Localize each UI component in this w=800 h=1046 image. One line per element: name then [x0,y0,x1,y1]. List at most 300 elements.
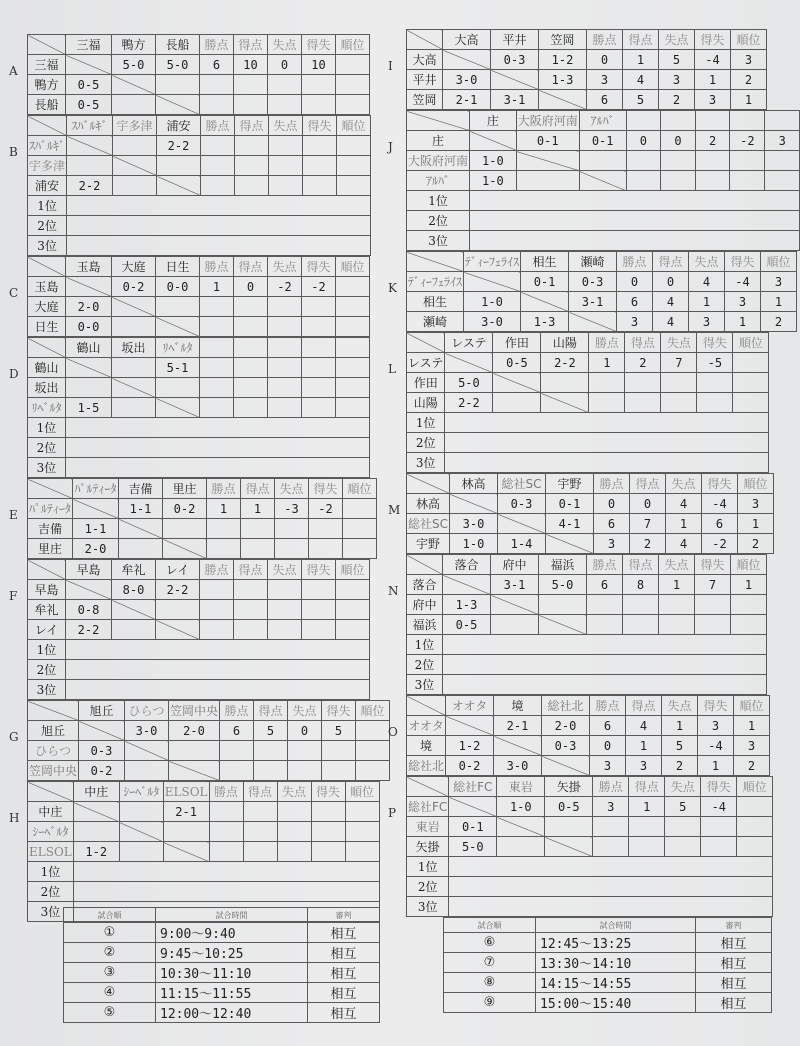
match-result [112,358,156,378]
stat-value [234,378,268,398]
match-result [497,817,545,837]
group-table [27,559,370,700]
match-result [119,842,163,862]
team-header: 瀬崎 [569,252,617,272]
group-table [27,115,371,256]
team-name: レイ [28,620,66,640]
stat-value [593,837,629,857]
stat-value: 10 [234,55,268,75]
rank-label: 2位 [407,877,449,897]
team-header: 林高 [450,474,498,494]
match-result [163,842,209,862]
stat-value: 3 [689,312,725,332]
stat-value [268,378,302,398]
header-row [28,257,370,277]
team-header: 玉島 [66,257,112,277]
match-result [470,131,517,151]
team-name: 総社FC [407,797,449,817]
group-label: G [9,730,19,744]
team-header: 大高 [443,30,491,50]
stat-value: 3 [738,494,774,514]
match-result [546,534,594,554]
team-header: ﾃﾞｨｰﾌｪﾗｲｽ [464,252,521,272]
group-label: L [388,362,396,376]
stat-header: 得点 [629,777,665,797]
stat-value: 3 [659,70,695,90]
stat-value [277,802,311,822]
stat-value [731,595,767,615]
stat-value [737,817,773,837]
stat-value [243,802,277,822]
corner-cell [407,474,450,494]
corner-cell [28,479,73,499]
stat-value: 2 [738,534,774,554]
match-result [112,75,156,95]
rank-row [407,857,773,877]
stat-value [336,95,370,115]
group-label: B [9,145,18,159]
stat-value [268,317,302,337]
stat-value [220,741,254,761]
stat-value: 2 [731,70,767,90]
rank-row [28,862,380,882]
match-result [113,136,157,156]
stat-value: 1 [662,716,698,736]
rank-blank [73,882,379,902]
stat-value [200,398,234,418]
table-row [28,802,380,822]
match-result [73,802,119,822]
stat-value [322,741,356,761]
stat-value [269,136,303,156]
group-n [388,554,800,695]
match-result [169,741,220,761]
stat-value [345,802,379,822]
stat-header: 失点 [288,701,322,721]
table-row [407,756,770,776]
schedule-table-left [63,907,380,1023]
rank-row [407,655,767,675]
stat-value: 6 [220,721,254,741]
team-name: 旭丘 [28,721,79,741]
referee: 相互 [308,923,380,943]
stat-value [311,802,345,822]
match-result [73,822,119,842]
stat-header: 失点 [268,560,302,580]
table-row [407,514,774,534]
stat-value: 8 [623,575,659,595]
match-result: 0-2 [112,277,156,297]
stat-header: 得失 [303,116,337,136]
stat-value [697,393,733,413]
match-result [156,600,200,620]
team-header: 総社北 [542,696,590,716]
stat-value [737,837,773,857]
stat-value [234,358,268,378]
rank-blank [66,680,370,700]
stat-value: 3 [587,70,623,90]
stat-header: 順位 [343,479,377,499]
stat-value [200,620,234,640]
match-result: 3-0 [494,756,542,776]
stat-header: 得失 [702,474,738,494]
stat-value: -2 [702,534,738,554]
header-row [28,560,370,580]
referee: 相互 [696,993,772,1013]
stat-value [336,55,370,75]
stat-value [701,837,737,857]
rank-row [407,433,769,453]
match-result: 0-0 [66,317,112,337]
table-row [407,837,773,857]
group-label: E [9,508,18,522]
team-name: 早島 [28,580,66,600]
team-header: 鶴山 [66,338,112,358]
table-row [28,580,370,600]
match-result [125,741,169,761]
match-result [125,761,169,781]
group-h [9,781,390,922]
referee: 相互 [696,973,772,993]
stat-value [302,95,336,115]
stat-value: 3 [590,756,626,776]
group-b [9,115,390,256]
stat-value [268,358,302,378]
stat-header: 得点 [623,30,659,50]
match-result: 5-0 [112,55,156,75]
rank-label: 3位 [407,453,445,473]
table-row [28,95,370,115]
stat-value: 3 [698,716,734,736]
stat-value [625,373,661,393]
rank-label: 1位 [28,418,66,438]
rank-blank [67,196,371,216]
table-row [407,736,770,756]
stat-value [659,615,695,635]
stat-value: 0 [587,50,623,70]
match-time: 11:15～11:55 [156,983,308,1003]
rank-row [407,413,769,433]
match-result [497,837,545,857]
stat-value [345,822,379,842]
team-name: 作田 [407,373,445,393]
stat-value: 0 [234,277,268,297]
table-row [28,176,371,196]
table-row [28,499,377,519]
table-row [28,55,370,75]
stat-value: -2 [309,499,343,519]
stat-value: 5 [254,721,288,741]
stat-value: 1 [738,514,774,534]
table-row [28,75,370,95]
stat-value: -4 [695,50,731,70]
match-result [156,398,200,418]
team-name: 瀬崎 [407,312,464,332]
team-name: 玉島 [28,277,66,297]
stat-value [695,151,730,171]
stat-header [695,111,730,131]
match-result [516,151,579,171]
stat-header: 失点 [665,777,701,797]
table-row [407,393,769,413]
schedule-row [444,973,772,993]
match-result [579,171,626,191]
group-label: H [9,811,20,825]
group-table [27,478,377,559]
stat-header: 得点 [625,333,661,353]
stat-value [336,358,370,378]
schedule-header-cell: 審判 [696,918,772,933]
rank-blank [66,458,370,478]
stat-value [343,499,377,519]
rank-row [28,216,371,236]
match-result: 0-2 [163,499,207,519]
stat-value: 1 [689,292,725,312]
group-table [406,332,769,473]
team-name: 相生 [407,292,464,312]
stat-header: 勝点 [209,782,243,802]
stat-value: 0 [626,131,661,151]
stat-value [268,398,302,418]
header-row [407,111,800,131]
stat-value: 4 [689,272,725,292]
rank-row [407,191,800,211]
team-name: 境 [407,736,446,756]
table-row [28,620,370,640]
table-row [28,822,380,842]
stat-header [626,111,661,131]
stat-value [200,580,234,600]
stat-value [356,761,390,781]
stat-value: 3 [593,797,629,817]
stat-header: 失点 [689,252,725,272]
match-result [112,297,156,317]
match-result: 2-0 [66,297,112,317]
team-header: 作田 [493,333,541,353]
rank-blank [66,660,370,680]
group-label: P [388,806,397,820]
table-row [28,358,370,378]
stat-header: 順位 [336,35,370,55]
table-row [28,519,377,539]
team-name: 吉備 [28,519,73,539]
stat-value: -4 [701,797,737,817]
stat-value: 1 [698,756,734,776]
team-header: 中庄 [73,782,119,802]
match-result [545,817,593,837]
corner-cell [407,111,470,131]
match-number: ⑨ [444,993,536,1013]
match-result [119,822,163,842]
stat-value [234,398,268,418]
match-result: 0-2 [79,761,125,781]
match-result: 2-1 [163,802,209,822]
table-row [407,494,774,514]
group-i [388,29,800,110]
match-result: 0-1 [516,131,579,151]
match-number: ② [64,943,156,963]
stat-value [661,151,696,171]
corner-cell [407,30,443,50]
match-result [446,716,494,736]
match-result [443,575,491,595]
match-result: 3-0 [125,721,169,741]
stat-header: 勝点 [220,701,254,721]
schedule-row [444,933,772,953]
match-number: ① [64,923,156,943]
stat-value [733,393,769,413]
rank-label: 3位 [407,897,449,917]
team-header: ｼｰﾍﾞﾙﾀ [119,782,163,802]
stat-value [254,741,288,761]
schedule-row [64,963,380,983]
corner-cell [28,782,74,802]
rank-row [28,196,371,216]
stat-value: 5 [662,736,698,756]
team-header: 旭丘 [79,701,125,721]
rank-blank [67,216,371,236]
group-label: A [9,64,18,78]
stat-value: -2 [268,277,302,297]
stat-header: 得点 [234,560,268,580]
stat-header [200,338,234,358]
rank-label: 1位 [407,191,470,211]
stat-value: 1 [207,499,241,519]
schedule-table-right [443,917,772,1013]
stat-header: 順位 [731,30,767,50]
stat-value: 2 [662,756,698,776]
stat-value [336,580,370,600]
match-result: 3-0 [450,514,498,534]
match-result [67,136,113,156]
stat-header: 得点 [623,555,659,575]
team-name: 総社SC [407,514,450,534]
rank-label: 1位 [407,635,443,655]
match-result: 0-8 [66,600,112,620]
schedule-header-cell: 試合時間 [156,908,308,923]
rank-row [28,640,370,660]
stat-value [336,277,370,297]
corner-cell [28,338,66,358]
rank-blank [66,438,370,458]
stat-value [209,842,243,862]
rank-row [28,882,380,902]
table-row [407,615,767,635]
table-row [28,539,377,559]
stat-header: 順位 [356,701,390,721]
header-row [28,479,377,499]
team-name: 宇多津 [28,156,67,176]
corner-cell [407,555,443,575]
team-name: ｼｰﾍﾞﾙﾀ [28,822,74,842]
stat-header: 得失 [725,252,761,272]
match-result: 2-2 [445,393,493,413]
stat-header: 得失 [302,560,336,580]
match-result [464,272,521,292]
table-row [407,90,767,110]
match-result: 1-1 [73,519,119,539]
team-header: 福浜 [539,555,587,575]
table-row [28,297,370,317]
stat-value [234,580,268,600]
match-result: 3-0 [464,312,521,332]
stat-value [626,151,661,171]
stat-header: 得点 [235,116,269,136]
stat-value: 3 [731,50,767,70]
stat-value: 10 [302,55,336,75]
stat-value: 6 [594,514,630,534]
stat-value: 1 [629,797,665,817]
stat-value: 3 [734,736,770,756]
match-result: 1-2 [446,736,494,756]
group-label: O [388,725,398,739]
match-result [539,90,587,110]
stat-value [200,358,234,378]
match-result: 3-1 [491,90,539,110]
stat-value [277,842,311,862]
match-result: 0-5 [545,797,593,817]
match-result: 2-2 [66,620,112,640]
match-result [493,393,541,413]
table-row [407,817,773,837]
stat-value [288,761,322,781]
stat-value [269,156,303,176]
stat-value [695,615,731,635]
match-result: 2-2 [157,136,201,156]
stat-value [302,398,336,418]
stat-value [234,317,268,337]
table-row [28,156,371,176]
rank-blank [66,418,370,438]
stat-value [234,95,268,115]
team-header: 三福 [66,35,112,55]
match-result: 1-0 [497,797,545,817]
match-result [119,802,163,822]
stat-header: 得点 [234,35,268,55]
match-result: 3-0 [443,70,491,90]
schedule-row [64,983,380,1003]
stat-value [336,600,370,620]
stat-value: 2 [625,353,661,373]
stat-header: 順位 [345,782,379,802]
match-result: 0-1 [546,494,594,514]
table-row [28,600,370,620]
stat-value [337,176,371,196]
stat-value: 0 [630,494,666,514]
stat-value [337,156,371,176]
group-j [388,110,800,251]
team-header: 平井 [491,30,539,50]
team-header: オオタ [446,696,494,716]
match-result: 1-0 [450,534,498,554]
stat-value [277,822,311,842]
team-name: 三福 [28,55,66,75]
team-name: 宇野 [407,534,450,554]
stat-value [345,842,379,862]
stat-value [302,75,336,95]
stat-value: -4 [725,272,761,292]
team-name: 東岩 [407,817,449,837]
match-result [119,519,163,539]
team-name: オオタ [407,716,446,736]
stat-header: 得失 [309,479,343,499]
match-result [156,378,200,398]
stat-value [302,378,336,398]
stat-value [730,151,765,171]
schedule-row [444,993,772,1013]
team-name: 庄 [407,131,470,151]
stat-value: 0 [590,736,626,756]
